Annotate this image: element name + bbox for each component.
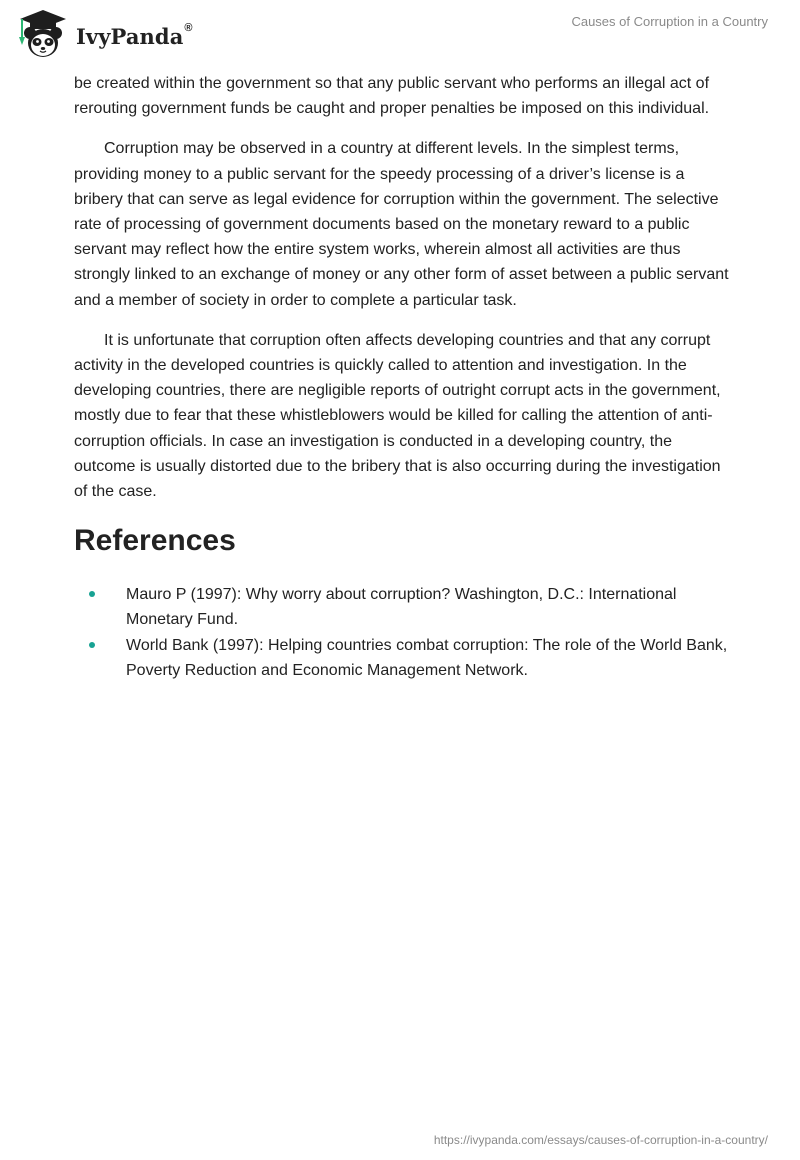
paragraph-continuation: be created within the government so that any public servant who performs an illegal act of rerouting government funds be caught and proper penalties be imposed on this individual. bbox=[74, 75, 710, 118]
logo-text: IvyPanda bbox=[76, 23, 184, 49]
source-url-link[interactable]: https://ivypanda.com/essays/causes-of-corruption-in-a-country/ bbox=[433, 1133, 768, 1147]
reference-item bbox=[126, 633, 729, 683]
registered-mark: ® bbox=[184, 21, 193, 34]
references-heading: References bbox=[74, 524, 236, 558]
bullet-icon bbox=[89, 642, 95, 648]
logo-wordmark bbox=[76, 21, 193, 49]
references-list bbox=[74, 582, 729, 683]
reference-text: World Bank (1997): Helping countries combat corruption: The role of the World Bank, Poverty Reduction and Economic Management Network. bbox=[126, 636, 728, 679]
paragraph: Corruption may be observed in a country at different levels. In the simplest terms, providing money to a public servant for the speedy processing of a driver’s license is a bribery that can serve as legal evidence for corruption within the government. The selective rate of processing of government documents based on the monetary reward to a public servant may reflect how the entire system works, wherein almost all activities are thus strongly linked to an exchange of money or any other form of asset between a public servant and a member of society in order to complete a particular task. bbox=[74, 140, 729, 309]
essay-content bbox=[74, 71, 729, 683]
panda-graduate-icon bbox=[14, 8, 72, 60]
bullet-icon bbox=[89, 591, 95, 597]
running-title: Causes of Corruption in a Country bbox=[571, 14, 768, 29]
reference-item bbox=[126, 582, 729, 632]
ivypanda-logo[interactable] bbox=[14, 8, 193, 60]
reference-text: Mauro P (1997): Why worry about corruption? Washington, D.C.: International Monetary Fund. bbox=[126, 586, 677, 629]
paragraph: It is unfortunate that corruption often affects developing countries and that any corrupt activity in the developed countries is quickly called to attention and investigation. In the developing countries, there are negligible reports of outright corrupt acts in the government, mostly due to fear that these whistleblowers would be killed for calling the attention of anti-corruption officials. In case an investigation is conducted in a developing country, the outcome is usually distorted due to the bribery that is also occurring during the investigation of the case. bbox=[74, 331, 721, 501]
page-header bbox=[0, 0, 800, 64]
